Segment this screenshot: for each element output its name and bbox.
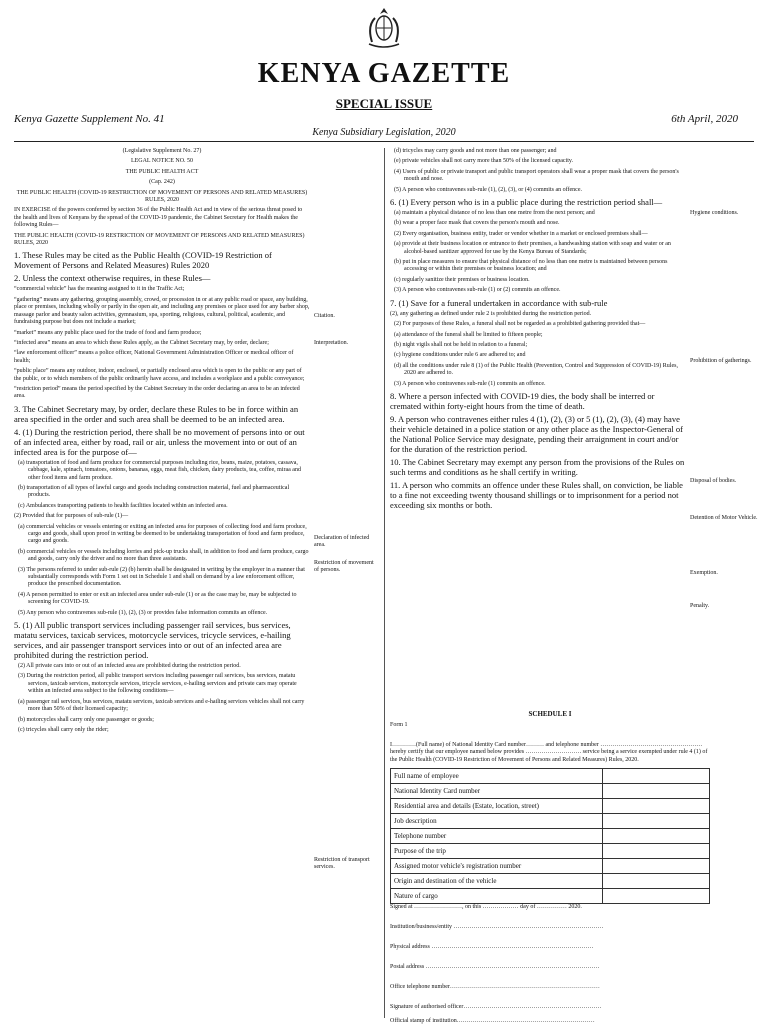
form-row <box>391 784 710 799</box>
column-divider <box>384 148 385 1018</box>
postal-address-line: Postal address …………………………………………………………………………… <box>390 964 600 970</box>
form-row <box>391 814 710 829</box>
rule-7-2: (2) For purposes of these Rules, a funeral shall not be regarded as a prohibited gathering provided that— <box>394 321 646 328</box>
rule-1: 1. These Rules may be cited as the Public Health (COVID-19 Restriction of Movement of Persons and Related Measures) Rules 2020 <box>14 250 272 271</box>
form-intro: I…………(Full name) of National Identity Card number……… and telephone number …………………………………………… hereby certify that our employee named below provides ………………………. service being a service exempted under rule 4 (1) of the Public Health (COVID-19 Restriction of Movement of Persons and Related Measures) Rules, 2020. <box>390 742 708 763</box>
rule-10: 10. The Cabinet Secretary may exempt any person from the provisions of the Rules on such terms and conditions as he shall certify in writing. <box>390 456 685 477</box>
rule-5: 5. (1) All public transport services including passenger rail services, bus services, matatu services, taxicab services, motorcycle services, tricycle services, e-hailing services, and air passenger transport services into or out of an infected area are prohibited during the restriction period. <box>14 620 291 661</box>
definition: “law enforcement officer” means a police officer, National Government Administration Officer or medical officer of health; <box>14 350 294 364</box>
rule-9: 9. A person who contravenes either rules 4 (1), (2), (3) or 5 (1), (2), (3), (4) may have their vehicle detained in a police station or any other place as the Inspector-General of the National Police Service may designate, pending their arraignment in court and/or for the duration of the restriction period. <box>390 413 683 454</box>
margin-note: Disposal of bodies. <box>690 478 737 484</box>
rule-7: 7. (1) Save for a funeral undertaken in accordance with sub-rule <box>390 297 608 308</box>
form-field-label: Nature of cargo <box>391 889 603 904</box>
rule-4: 4. (1) During the restriction period, there shall be no movement of persons into or out of an infected area, either by road, rail or air, unless the movement into or out of an infected area is for the purpose of— <box>14 426 305 457</box>
form-row <box>391 874 710 889</box>
form-field-value[interactable] <box>603 784 710 799</box>
definition: “gathering” means any gathering, grouping assembly, crowd, or procession in or at any public road or space, any building, place or premises, including wholly or partly in the open air, and including any premises or place used for any barber shop, massage parlor and beauty salon activities, gymnasium, spa, sporting, religious, cultural, political, academic, and fundraising purpose but does not include a market; <box>14 296 310 326</box>
rule-4-b: (b) transportation of all types of lawful cargo and goods including construction material, fuel and pharmaceutical products. <box>18 484 290 499</box>
form-field-value[interactable] <box>603 799 710 814</box>
rule-5-5: (5) A person who contravenes sub-rule (1), (2), (3), or (4) commits an offence. <box>394 186 582 193</box>
rule-7-d: (d) all the conditions under rule 8 (1) of the Public Health (Prevention, Control and Suppression of COVID-19) Rules, 2020 are adhered to. <box>394 362 678 377</box>
rules-heading: THE PUBLIC HEALTH (COVID-19 RESTRICTION OF MOVEMENT OF PERSONS AND RELATED MEASURES) RULES, 2020 <box>16 189 308 204</box>
definition: “infected area” means an area to which these Rules apply, as the Cabinet Secretary may, by order, declare; <box>14 339 269 346</box>
enacting-clause: IN EXERCISE of the powers conferred by section 36 of the Public Health Act and in view of the serious threat posed to the health and lives of Kenyans by the spread of the COVID-19 pandemic, the Cabinet Secretary for Health makes the following Rules— <box>14 207 303 229</box>
rule-5-4: (4) Users of public or private transport and public transport operators shall wear a proper mask that covers the person's mouth and nose. <box>394 168 679 183</box>
rule-11: 11. A person who commits an offence under these Rules shall, on conviction, be liable to a fine not exceeding twenty thousand shillings or to imprisonment for a period not exceeding six months or both. <box>390 479 683 510</box>
margin-note: Prohibition of gatherings. <box>690 358 752 364</box>
form-field-label: Purpose of the trip <box>391 844 603 859</box>
form-field-label: Job description <box>391 814 603 829</box>
rule-4-2: (2) Provided that for purposes of sub-rule (1)— <box>14 513 129 520</box>
rule-6-b: (b) wear a proper face mask that covers the person's mouth and nose. <box>394 220 560 227</box>
signed-line: Signed at ……………………, on this ……………… day of …………… 2020. <box>390 904 582 910</box>
rule-5-3-a: (a) passenger rail services, bus services, matatu services, taxicab services and e-hailing services vehicles shall not carry more than 50% of their licensed capacity; <box>18 698 305 713</box>
rule-8: 8. Where a person infected with COVID-19 dies, the body shall be interred or cremated within forty-eight hours from the time of death. <box>390 390 655 411</box>
form-row <box>391 859 710 874</box>
form-field-value[interactable] <box>603 814 710 829</box>
rule-4-a: (a) transportation of food and farm produce for commercial purposes including rice, beans, maize, potatoes, cassava, cabbage, kale, spinach, tomatoes, onions, bananas, eggs, meat fish, chicken, dairy products, tea, coffee, miraa and other food items and farm produce. <box>18 459 301 481</box>
act-name: THE PUBLIC HEALTH ACT <box>125 168 199 175</box>
rule-7-cont: (2), any gathering as defined under rule 2 is prohibited during the restriction period. <box>390 310 592 317</box>
rule-4-3: (3) The persons referred to under sub-rule (2) (b) herein shall be designated in writing by the employer in a manner that substantially corresponds with Form 1 set out in Schedule 1 and shall on demand by a law enforcement officer, produce the prescribed documentation. <box>18 566 305 588</box>
office-telephone-line: Office telephone number………………………………………………………………… <box>390 984 600 990</box>
form-field-label: Telephone number <box>391 829 603 844</box>
definition: “commercial vehicle” has the meaning assigned to it in the Traffic Act; <box>14 286 185 293</box>
form-row <box>391 889 710 904</box>
rules-title: THE PUBLIC HEALTH (COVID-19 RESTRICTION OF MOVEMENT OF PERSONS AND RELATED MEASURES) RULES, 2020 <box>14 232 305 247</box>
rule-5-3-b: (b) motorcycles shall carry only one passenger or goods; <box>18 716 154 723</box>
rule-6-2-a: (a) provide at their business location or entrance to their premises, a handwashing station with soap and water or an alcohol-based sanitizer approved for use by the Kenya Bureau of Standards; <box>394 241 671 255</box>
rule-6-2: (2) Every organisation, business entity, trader or vendor whether in a market or enclosed premises shall— <box>394 230 648 237</box>
gazette-title: KENYA GAZETTE <box>257 58 511 89</box>
form-row <box>391 799 710 814</box>
form-label: Form 1 <box>390 722 408 728</box>
rule-6-a: (a) maintain a physical distance of no less than one metre from the next person; and <box>394 210 595 217</box>
rule-5-3-e: (e) private vehicles shall not carry more than 50% of the licensed capacity. <box>394 158 574 165</box>
definition: “market” means any public place used for the trade of food and farm produce; <box>14 329 202 336</box>
rule-7-b: (b) night vigils shall not be held in relation to a funeral; <box>394 341 528 348</box>
subsidiary-legislation: Kenya Subsidiary Legislation, 2020 <box>312 127 456 138</box>
legislative-supplement: (Legislative Supplement No. 27) <box>122 148 202 154</box>
form-field-label: Residential area and details (Estate, location, street) <box>391 799 603 814</box>
form-row <box>391 829 710 844</box>
form-field-value[interactable] <box>603 829 710 844</box>
rule-3: 3. The Cabinet Secretary may, by order, declare these Rules to be in force within an area specified in the order and such area shall be deemed to be an infected area. <box>14 403 299 424</box>
margin-note: Restriction of transport services. <box>314 857 370 871</box>
form-field-value[interactable] <box>603 859 710 874</box>
margin-note: Declaration of infected area. <box>314 535 370 549</box>
rule-6-2-b: (b) put in place measures to ensure that physical distance of no less than one metre is maintained between persons accessing or within their premises or business location; and <box>394 259 668 273</box>
rule-4-2-a: (a) commercial vehicles or vessels entering or exiting an infected area for purposes of collecting food and farm produce, cargo and goods, shall upon proof in writing be deemed to be undertaking transportation of food and farm produce, cargo and goods. <box>18 523 307 545</box>
form-field-value[interactable] <box>603 889 710 904</box>
schedule-heading: SCHEDULE I <box>528 710 572 718</box>
employee-form-table <box>390 768 710 904</box>
special-issue: SPECIAL ISSUE <box>335 96 433 111</box>
rule-4-5: (5) Any person who contravenes sub-rule (1), (2), (3) or provides false information commits an offence. <box>18 609 268 616</box>
left-column <box>14 148 310 737</box>
rule-6: 6. (1) Every person who is in a public place during the restriction period shall— <box>390 197 663 208</box>
form-field-value[interactable] <box>603 844 710 859</box>
header-rule <box>14 141 754 142</box>
issue-date: 6th April, 2020 <box>671 113 738 125</box>
margin-note: Exemption. <box>690 570 718 576</box>
rule-7-3: (3) A person who contravenes sub-rule (1) commits an offence. <box>394 380 546 387</box>
form-field-label: Full name of employee <box>391 769 603 784</box>
margin-note: Interpretation. <box>314 340 349 346</box>
rule-4-4: (4) A person permitted to enter or exit an infected area under sub-rule (1) or as the case may be, may be subjected to screening for COVID-19. <box>18 591 297 606</box>
rule-5-2: (2) All private cars into or out of an infected area are prohibited during the restriction period. <box>18 663 241 670</box>
definition: “public place” means any outdoor, indoor, enclosed, or partially enclosed area which is open to the public or any part of the public, or to which members of the public ordinarily have access, and includes a workplace and a public conveyance; <box>14 368 305 382</box>
form-field-value[interactable] <box>603 874 710 889</box>
rule-4-c: (c) Ambulances transporting patients to health facilities located within an infected area. <box>18 502 228 509</box>
form-field-value[interactable] <box>603 769 710 784</box>
form-row <box>391 844 710 859</box>
form-field-label: Origin and destination of the vehicle <box>391 874 603 889</box>
rule-4-2-b: (b) commercial vehicles or vessels including lorries and pick-up trucks shall, in addition to food and farm produce, cargo and goods, carry only the driver and no more than three assistants. <box>18 548 309 563</box>
supplement-number: Kenya Gazette Supplement No. 41 <box>14 113 165 125</box>
margin-note: Hygiene conditions. <box>690 210 739 216</box>
margin-note: Penalty. <box>690 603 710 609</box>
legal-notice: LEGAL NOTICE NO. 50 <box>130 158 194 165</box>
rule-6-2-c: (c) regularly sanitize their premises or business location. <box>394 276 530 283</box>
margin-note: Detention of Motor Vehicle. <box>690 515 758 521</box>
cap-number: (Cap. 242) <box>149 179 175 186</box>
right-column <box>390 148 686 513</box>
physical-address-line: Physical address ……………………………………………………………………… <box>390 944 594 950</box>
form-field-label: Assigned motor vehicle's registration number <box>391 859 603 874</box>
rule-7-c: (c) hygiene conditions under rule 6 are adhered to; and <box>394 352 526 359</box>
coat-of-arms-icon <box>364 4 404 52</box>
rule-5-3-d: (d) tricycles may carry goods and not more than one passenger; and <box>394 148 557 154</box>
definition: “restriction period” means the period specified by the Cabinet Secretary in the order declaring an area to be an infected area. <box>14 385 300 400</box>
rule-5-3-c: (c) tricycles shall carry only the rider; <box>18 726 109 733</box>
institution-line: Institution/business/entity ………………………………………………………………… <box>390 924 604 930</box>
margin-note: Citation. <box>314 313 335 319</box>
form-row <box>391 769 710 784</box>
rule-5-3: (3) During the restriction period, all public transport services including passenger rail services, bus services, matatu services, taxicab services, motorcycle services, tricycle services, e-hailing services and private cars may operate within an infected area subject to the following conditions— <box>18 673 297 695</box>
rule-7-a: (a) attendance of the funeral shall be limited to fifteen people; <box>394 331 543 338</box>
rule-2: 2. Unless the context otherwise requires, in these Rules— <box>14 273 211 284</box>
stamp-line: Official stamp of institution…………………………………………………………… <box>390 1018 595 1024</box>
signature-line: Signature of authorised officer…………………………………………………………… <box>390 1004 602 1010</box>
rule-6-3: (3) A person who contravenes sub-rule (1) or (2) commits an offence. <box>394 287 561 294</box>
form-field-label: National Identity Card number <box>391 784 603 799</box>
margin-note: Restriction of movement of persons. <box>314 560 374 574</box>
